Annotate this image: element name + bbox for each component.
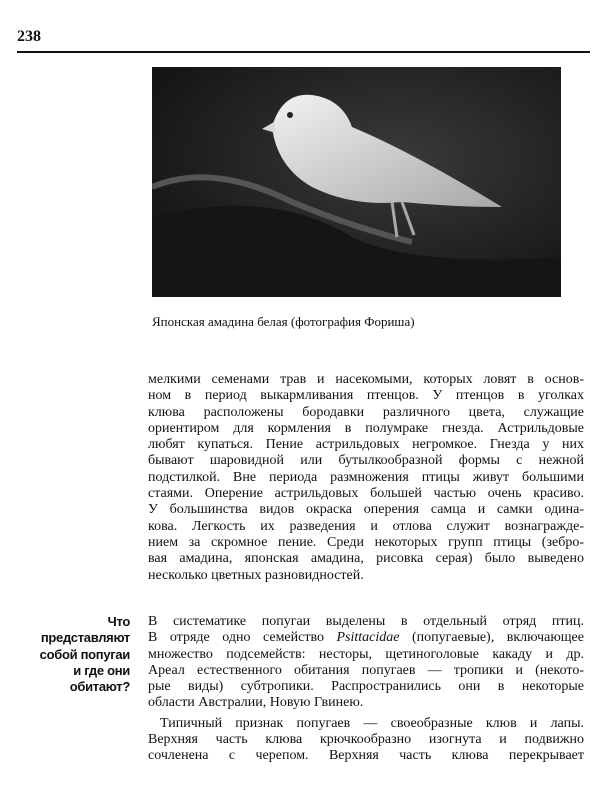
figure-caption: Японская амадина белая (фотография Фориша) (152, 314, 415, 329)
side-question-line: и где они (73, 662, 130, 678)
text-line: Верхняя часть клюва крючкообразно изогнута и подвижно (148, 732, 584, 748)
side-question-line: представляют (40, 630, 130, 646)
text-line: сочленена с черепом. Верхняя часть клюва перекрывает (148, 748, 584, 764)
text-line (148, 630, 584, 646)
text-fragment: (попугаевые), включающее (399, 630, 584, 646)
text-fragment: В отряде одно семейство (148, 630, 337, 646)
text-line: кова. Легкость их разведения и отлова служит вознагражде- (148, 518, 584, 534)
side-question (10, 614, 130, 695)
bird-photo (152, 67, 561, 297)
text-line: вая амадина, японская амадина, рисовка серая) было выведено (148, 551, 584, 567)
header-rule (17, 51, 590, 53)
text-line: В систематике попугаи выделены в отдельный отряд птиц. (148, 614, 584, 629)
text-line: ориентиром для кормления в полумраке гнезда. Астрильдовые (148, 420, 584, 436)
text-line: множество подсемейств: несторы, щетиноголовые какаду и др. (148, 646, 584, 662)
side-question-line: Что (107, 614, 130, 629)
text-line: Типичный признак попугаев — своеобразные клюв и лапы. (160, 715, 584, 731)
side-question-line: собой попугаи (39, 646, 130, 662)
text-line: мелкими семенами трав и насекомыми, которых ловят в основ- (148, 372, 584, 387)
text-line: бывают шаровидной или бутылкообразной формы с нежной (148, 453, 584, 469)
text-line: ном в период выкармливания птенцов. У птенцов в уголках (148, 388, 584, 404)
text-line: У большинства видов окраска оперения самца и самки одина- (148, 502, 584, 518)
side-question-line: обитают? (69, 679, 130, 695)
text-line: подстилкой. Вне периода размножения птицы живут большими (148, 469, 584, 485)
text-line: стаями. Оперение астрильдовых большей частью очень красиво. (148, 486, 584, 502)
paragraph-2 (148, 614, 584, 765)
text-line: клюва расположены бородавки различного цвета, служащие (148, 404, 584, 420)
text-line: Ареал естественного обитания попугаев — тропики и (некото- (148, 662, 584, 678)
text-line: области Австралии, Новую Гвинею. (148, 695, 364, 711)
paragraph-1 (148, 372, 584, 584)
latin-family-name: Psittacidae (336, 630, 400, 646)
page-number: 238 (17, 28, 41, 45)
text-line: несколько цветных разновидностей. (148, 567, 364, 583)
text-line: рые виды) субтропики. Распространились они в некоторые (148, 679, 584, 695)
text-line: нием за скромное пение. Среди некоторых групп птицы (зебро- (148, 534, 584, 550)
text-line: любят купаться. Пение астрильдовых негромкое. Гнезда у них (148, 437, 584, 453)
